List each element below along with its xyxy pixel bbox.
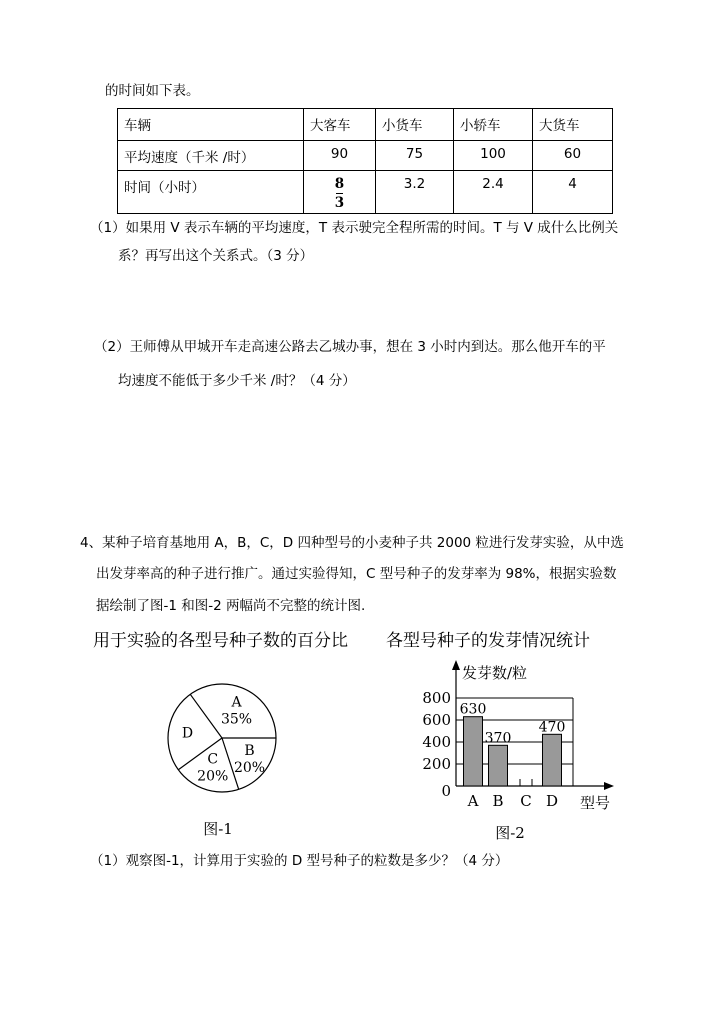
pie-slice-label: A	[231, 694, 242, 711]
x-tick-label: A	[467, 792, 479, 810]
pie-slice-label: C	[207, 751, 219, 768]
intro-line: 的时间如下表。	[105, 83, 200, 99]
y-axis-arrow	[452, 660, 460, 670]
x-tick-label: D	[545, 792, 559, 810]
denominator: 3	[334, 195, 345, 211]
bar-caption: 图-2	[495, 824, 525, 842]
y-tick-label: 0	[441, 782, 451, 800]
question-1-line1: （1）如果用 V 表示车辆的平均速度，T 表示驶完全程所需的时间。T 与 V 成什么比例关	[90, 220, 619, 236]
cell: 3.2	[376, 171, 454, 214]
cell: 2.4	[454, 171, 533, 214]
y-axis-label: 发芽数/粒	[462, 664, 528, 682]
header-cell: 大客车	[304, 109, 376, 141]
header-cell: 车辆	[118, 109, 304, 141]
pie-caption: 图-1	[203, 820, 233, 838]
pie-chart-title: 用于实验的各型号种子数的百分比	[93, 631, 348, 651]
bar-B	[489, 745, 508, 786]
y-tick-label: 200	[422, 755, 451, 773]
numerator: 8	[334, 176, 345, 192]
pie-slice-label: D	[181, 725, 194, 742]
y-tick-label: 400	[422, 733, 451, 751]
cell: 60	[533, 141, 613, 171]
bar-value-label: 370	[484, 730, 512, 747]
problem-4-line3: 据绘制了图-1 和图-2 两幅尚不完整的统计图.	[96, 598, 366, 614]
cell: 100	[454, 141, 533, 171]
cell: 75	[376, 141, 454, 171]
question-2-line2: 均速度不能低于多少千米 /时？（4 分）	[118, 373, 356, 389]
pie-slice-label: B	[244, 742, 255, 759]
x-axis-label: 型号	[580, 794, 611, 812]
y-tick-label: 800	[422, 689, 451, 707]
pie-slice-percent: 35%	[220, 711, 253, 728]
pie-slice-percent: 20%	[197, 768, 229, 785]
x-tick-label: B	[492, 792, 504, 810]
bar-value-label: 630	[459, 701, 487, 718]
header-cell: 小轿车	[454, 109, 533, 141]
bar-chart-title: 各型号种子的发芽情况统计	[386, 631, 590, 651]
question-4-1: （1）观察图-1，计算用于实验的 D 型号种子的粒数是多少？（4 分）	[90, 853, 509, 869]
x-tick-label: C	[520, 792, 532, 810]
row-label: 时间（小时）	[118, 171, 304, 214]
x-axis-arrow	[604, 782, 614, 790]
problem-4-line2: 出发芽率高的种子进行推广。通过实验得知，C 型号种子的发芽率为 98%，根据实验数	[96, 566, 617, 582]
y-tick-label: 600	[422, 711, 451, 729]
problem-4-line1: 4、某种子培育基地用 A，B，C，D 四种型号的小麦种子共 2000 粒进行发芽实验，从中选	[80, 535, 624, 551]
bar-A	[464, 717, 483, 786]
cell: 90	[304, 141, 376, 171]
row-label: 平均速度（千米 /时）	[118, 141, 304, 171]
bar-value-label: 470	[538, 719, 566, 736]
question-2-line1: （2）王师傅从甲城开车走高速公路去乙城办事，想在 3 小时内到达。那么他开车的平	[94, 339, 606, 355]
question-1-line2: 系？再写出这个关系式。（3 分）	[118, 248, 314, 264]
header-cell: 大货车	[533, 109, 613, 141]
bar-D	[543, 734, 562, 786]
pie-slice-percent: 20%	[233, 759, 266, 776]
header-cell: 小货车	[376, 109, 454, 141]
cell: 4	[533, 171, 613, 214]
